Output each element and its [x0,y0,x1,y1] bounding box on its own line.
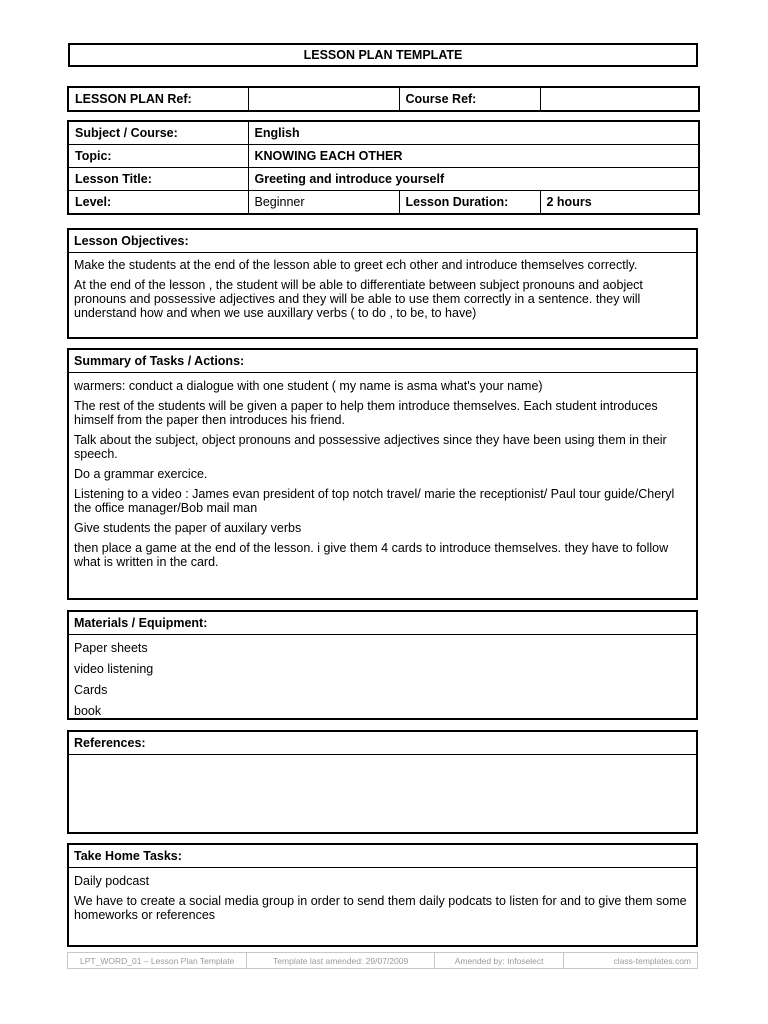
duration-label: Lesson Duration: [399,191,540,215]
lesson-details-table [67,120,700,215]
page-footer [67,952,698,969]
materials-item: Cards [74,683,108,697]
task-paragraph: Talk about the subject, object pronouns and possessive adjectives since they have been using them in their speech. [74,433,667,461]
topic-value: KNOWING EACH OTHER [248,145,699,168]
task-paragraph: The rest of the students will be given a paper to help them introduce themselves. Each student introduces himself from the paper then introduces his friend. [74,399,658,427]
homework-paragraph: Daily podcast [74,874,150,888]
footer-site: class-templates.com [613,955,691,966]
task-paragraph: Listening to a video : James evan president of top notch travel/ marie the receptionist/ Paul tour guide/Cheryl the office manager/Bob mail man [74,487,675,515]
lesson-plan-ref-label: LESSON PLAN Ref: [68,87,248,111]
references-header: References: [69,732,696,755]
objectives-section [67,228,698,339]
materials-item: book [74,704,102,718]
document-title: LESSON PLAN TEMPLATE [68,43,698,67]
footer-doc-id: LPT_WORD_01 – Lesson Plan Template [68,953,247,968]
course-ref-label: Course Ref: [399,87,540,111]
homework-section [67,843,698,947]
objectives-paragraph: At the end of the lesson , the student will be able to differentiate between subject pronouns and aobject pronouns and possessive adjectives and they will be able to use them correctly in a sentence. they will understand how and when we use auxillary verbs ( to do , to be, to have) [74,278,643,320]
lesson-title-value: Greeting and introduce yourself [248,168,699,191]
lesson-title-label: Lesson Title: [68,168,248,191]
task-paragraph: warmers: conduct a dialogue with one student ( my name is asma what's your name) [74,379,543,393]
reference-table [67,86,700,112]
materials-section [67,610,698,720]
objectives-paragraph: Make the students at the end of the lesson able to greet ech other and introduce themselves correctly. [74,258,638,272]
task-paragraph: Give students the paper of auxilary verbs [74,521,302,535]
footer-amended-date: Template last amended: 29/07/2009 [247,953,434,968]
task-paragraph: then place a game at the end of the lesson. i give them 4 cards to introduce themselves. they have to follow what is written in the card. [74,541,669,569]
references-section [67,730,698,834]
level-label: Level: [68,191,248,215]
materials-item: Paper sheets [74,641,148,655]
lesson-plan-ref-value [248,87,399,111]
task-paragraph: Do a grammar exercice. [74,467,208,481]
duration-value: 2 hours [540,191,699,215]
homework-header: Take Home Tasks: [69,845,696,868]
topic-label: Topic: [68,145,248,168]
materials-item: video listening [74,662,154,676]
subject-value: English [248,121,699,145]
materials-header: Materials / Equipment: [69,612,696,635]
objectives-header: Lesson Objectives: [69,230,696,253]
tasks-section [67,348,698,600]
subject-label: Subject / Course: [68,121,248,145]
tasks-header: Summary of Tasks / Actions: [69,350,696,373]
level-value: Beginner [248,191,399,215]
homework-paragraph: We have to create a social media group in order to send them daily podcats to listen for and to give them some homeworks or references [74,894,687,922]
course-ref-value [540,87,699,111]
footer-amended-by: Amended by: Infoselect [435,953,565,968]
